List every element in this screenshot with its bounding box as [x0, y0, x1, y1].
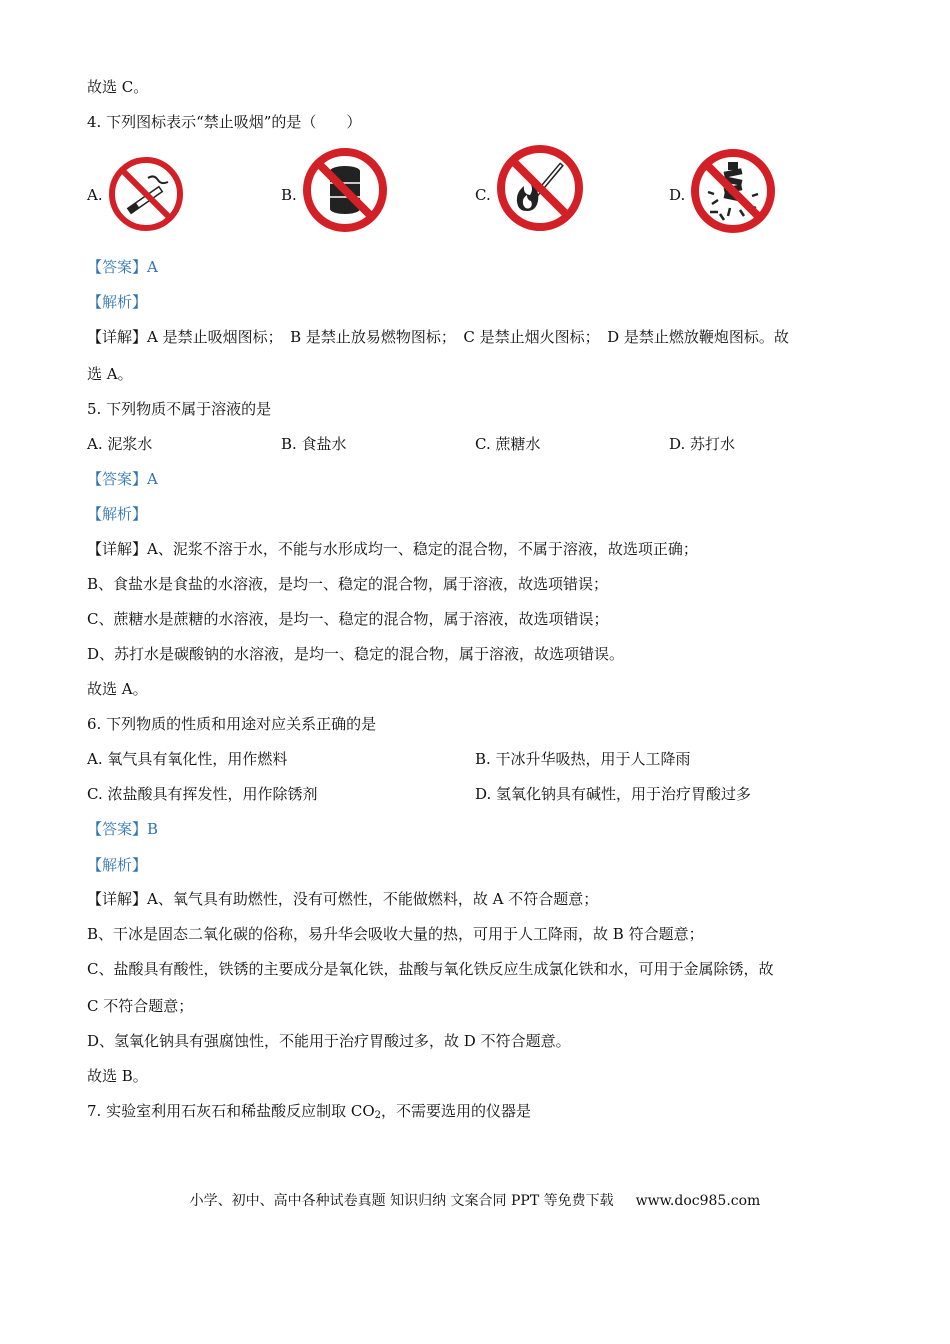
- q5-option-d: D. 苏打水: [669, 435, 736, 453]
- q5-option-b: B. 食盐水: [281, 435, 347, 453]
- footer-text: 小学、初中、高中各种试卷真题 知识归纳 文案合同 PPT 等免费下载: [189, 1193, 614, 1209]
- q5-answer: 【答案】A: [87, 470, 158, 488]
- q4-analysis-heading: 【解析】: [87, 293, 148, 311]
- q5-choose: 故选 A。: [87, 680, 148, 698]
- q5-option-a: A. 泥浆水: [87, 435, 153, 453]
- question-7-text-end: ，不需要选用的仪器是: [381, 1102, 532, 1120]
- option-b-label: B.: [281, 186, 297, 204]
- q5-detail-2: B、食盐水是食盐的水溶液，是均一、稳定的混合物，属于溶液，故选项错误；: [87, 575, 609, 593]
- q6-option-d: D. 氢氧化钠具有碱性，用于治疗胃酸过多: [475, 785, 752, 803]
- no-smoking-icon: [108, 156, 184, 236]
- q5-detail-4: D、苏打水是碳酸钠的水溶液，是均一、稳定的混合物，属于溶液，故选项错误。: [87, 645, 625, 663]
- q6-option-a: A. 氧气具有氧化性，用作燃料: [87, 750, 288, 768]
- no-fireworks-icon: [690, 148, 776, 238]
- question-7: [87, 1101, 531, 1126]
- page-footer: [0, 1191, 950, 1211]
- option-a-label: A.: [87, 186, 103, 204]
- q5-option-c: C. 蔗糖水: [475, 435, 541, 453]
- q6-detail-2: B、干冰是固态二氧化碳的俗称，易升华会吸收大量的热，可用于人工降雨，故 B 符合题意；: [87, 925, 704, 943]
- q6-option-b: B. 干冰升华吸热，用于人工降雨: [475, 750, 691, 768]
- question-7-text: 7. 实验室利用石灰石和稀盐酸反应制取 CO: [87, 1102, 375, 1120]
- q5-detail-3: C、蔗糖水是蔗糖的水溶液，是均一、稳定的混合物，属于溶液，故选项错误；: [87, 610, 609, 628]
- q6-detail-4: C 不符合题意；: [87, 997, 194, 1015]
- q6-answer: 【答案】B: [87, 820, 159, 838]
- q6-option-c: C. 浓盐酸具有挥发性，用作除锈剂: [87, 785, 318, 803]
- q6-analysis-heading: 【解析】: [87, 856, 148, 874]
- option-c-label: C.: [475, 186, 491, 204]
- q4-detail-2: 选 A。: [87, 365, 133, 383]
- q5-detail-1: 【详解】A、泥浆不溶于水，不能与水形成均一、稳定的混合物，不属于溶液，故选项正确；: [87, 540, 698, 558]
- choose-line: 故选 C。: [87, 78, 149, 96]
- q4-answer: 【答案】A: [87, 258, 158, 276]
- q6-choose: 故选 B。: [87, 1067, 148, 1085]
- co2-subscript: 2: [374, 1110, 381, 1121]
- no-open-flame-icon: [496, 144, 584, 236]
- question-5: 5. 下列物质不属于溶液的是: [87, 400, 272, 418]
- footer-url[interactable]: www.doc985.com: [635, 1193, 761, 1209]
- q5-analysis-heading: 【解析】: [87, 505, 148, 523]
- q4-detail-1: 【详解】A 是禁止吸烟图标； B 是禁止放易燃物图标； C 是禁止烟火图标； D 是禁止燃放鞭炮图标。故: [87, 328, 789, 346]
- q6-detail-5: D、氢氧化钠具有强腐蚀性，不能用于治疗胃酸过多，故 D 不符合题意。: [87, 1032, 571, 1050]
- no-flammable-materials-icon: [302, 147, 388, 237]
- question-6: 6. 下列物质的性质和用途对应关系正确的是: [87, 715, 377, 733]
- q6-detail-3: C、盐酸具有酸性，铁锈的主要成分是氧化铁，盐酸与氧化铁反应生成氯化铁和水，可用于金属除锈，故: [87, 960, 774, 978]
- question-4: 4. 下列图标表示“禁止吸烟”的是（ ）: [87, 113, 362, 131]
- option-d-label: D.: [669, 186, 686, 204]
- q6-detail-1: 【详解】A、氧气具有助燃性，没有可燃性，不能做燃料，故 A 不符合题意；: [87, 890, 599, 908]
